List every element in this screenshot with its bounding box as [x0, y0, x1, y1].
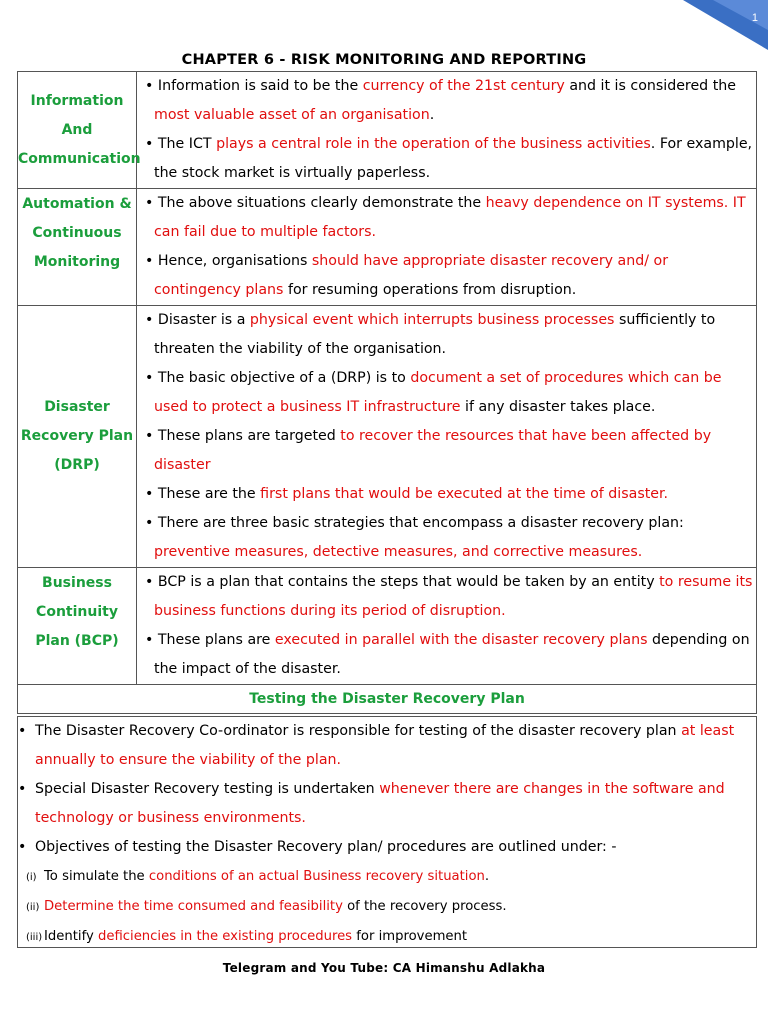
highlight-text: conditions of an actual Business recovery situation — [148, 869, 485, 884]
objectives-list — [18, 862, 756, 952]
highlight-text: first plans that would be executed at the time of disaster. — [260, 486, 669, 502]
bullet-item: • These are the first plans that would be executed at the time of disaster. — [145, 486, 669, 502]
row-label: Automation & Continuous Monitoring — [18, 189, 137, 306]
objective-item — [18, 892, 756, 922]
footer-credit: Telegram and You Tube: CA Himanshu Adlakha — [222, 961, 546, 975]
text-run: The ICT — [157, 136, 217, 152]
highlight-text: document a set of procedures which can be used to protect a business IT infrastructure — [154, 370, 722, 415]
testing-heading: Testing the Disaster Recovery Plan — [18, 685, 757, 714]
text-run: . For example, the stock market is virtually paperless. — [154, 136, 753, 181]
table-row — [18, 568, 757, 685]
corner-decoration — [673, 0, 768, 50]
highlight-text: physical event which interrupts business processes — [249, 312, 615, 328]
highlight-text: deficiencies in the existing procedures — [97, 929, 353, 944]
bullet-item: • These plans are executed in parallel with the disaster recovery plans depending on the impact of the disaster. — [145, 632, 750, 677]
testing-section — [17, 716, 757, 948]
bullet-item: • Information is said to be the currency of the 21st century and it is considered the most valuable asset of an organisation. — [145, 78, 736, 123]
bullet-item: • The ICT plays a central role in the operation of the business activities. For example, the stock market is virtually paperless. — [145, 136, 753, 181]
bullet-icon: • — [18, 839, 27, 855]
bullet-item: • Hence, organisations should have appropriate disaster recovery and/ or contingency plans for resuming operations from disruption. — [145, 253, 669, 298]
highlight-text: preventive measures, detective measures, and corrective measures. — [154, 544, 643, 560]
text-run: of the recovery process. — [342, 899, 507, 914]
text-run: depending on the impact of the disaster. — [154, 632, 750, 677]
text-run: BCP is a plan that contains the steps that would be taken by an entity — [157, 574, 660, 590]
row-content — [137, 306, 757, 568]
bullet-item — [18, 775, 756, 833]
objective-number: (ii) — [26, 902, 40, 913]
objective-number: (iii) — [26, 932, 43, 943]
objective-item — [18, 862, 756, 892]
highlight-text: executed in parallel with the disaster recovery plans — [274, 632, 648, 648]
highlight-text: heavy dependence on IT systems. IT can fail due to multiple factors. — [154, 195, 746, 240]
row-label: Information And Communication — [18, 72, 137, 189]
bullet-item: • These plans are targeted to recover the resources that have been affected by disaster — [145, 428, 712, 473]
text-run: if any disaster takes place. — [460, 399, 656, 415]
highlight-text: at least annually to ensure the viability of the plan. — [35, 723, 735, 768]
text-run: Hence, organisations — [157, 253, 312, 269]
highlight-text: plays a central role in the operation of the business activities — [216, 136, 651, 152]
text-run: These plans are — [157, 632, 275, 648]
table-row — [18, 189, 757, 306]
objective-item — [18, 922, 756, 952]
testing-bullets — [18, 717, 756, 862]
table-row — [18, 685, 757, 714]
bullet-item: • The basic objective of a (DRP) is to document a set of procedures which can be used to protect a business IT infrastructure if any disaster takes place. — [145, 370, 722, 415]
text-run: The basic objective of a (DRP) is to — [157, 370, 411, 386]
text-run: Special Disaster Recovery testing is undertaken — [35, 781, 380, 797]
text-run: There are three basic strategies that encompass a disaster recovery plan: — [157, 515, 684, 531]
text-run: Identify — [44, 929, 98, 944]
row-content — [137, 72, 757, 189]
row-content — [137, 189, 757, 306]
text-run: for improvement — [352, 929, 468, 944]
bullet-item: • Disaster is a physical event which interrupts business processes sufficiently to threaten the viability of the organisation. — [145, 312, 716, 357]
table-row — [18, 72, 757, 189]
text-run: . — [484, 869, 490, 884]
highlight-text: whenever there are changes in the software and technology or business environments. — [35, 781, 725, 826]
text-run: Disaster is a — [157, 312, 250, 328]
text-run: These are the — [157, 486, 261, 502]
highlight-text: to recover the resources that have been affected by disaster — [154, 428, 712, 473]
text-run: for resuming operations from disruption. — [283, 282, 577, 298]
text-run: and it is considered the — [564, 78, 736, 94]
text-run: To simulate the — [44, 869, 149, 884]
bullet-item: • There are three basic strategies that encompass a disaster recovery plan: preventive measures, detective measures, and corrective measures. — [145, 515, 684, 560]
page-title: CHAPTER 6 - RISK MONITORING AND REPORTING — [181, 52, 587, 68]
text-run: . — [429, 107, 435, 123]
text-run: Information is said to be the — [157, 78, 363, 94]
highlight-text: currency of the 21st century — [362, 78, 565, 94]
row-content — [137, 568, 757, 685]
bullet-icon: • — [18, 781, 27, 797]
highlight-text: Determine the time consumed and feasibility — [44, 899, 343, 914]
text-run: The Disaster Recovery Co-ordinator is responsible for testing of the disaster recovery plan — [35, 723, 682, 739]
text-run: Objectives of testing the Disaster Recovery plan/ procedures are outlined under: - — [35, 839, 617, 855]
table-row — [18, 306, 757, 568]
bullet-item: • BCP is a plan that contains the steps that would be taken by an entity to resume its business functions during its period of disruption. — [145, 574, 753, 619]
objective-number: (i) — [26, 872, 37, 883]
text-run: The above situations clearly demonstrate the — [157, 195, 486, 211]
bullet-icon: • — [18, 723, 27, 739]
highlight-text: to resume its business functions during its period of disruption. — [154, 574, 753, 619]
row-label: Business Continuity Plan (BCP) — [18, 568, 137, 685]
highlight-text: should have appropriate disaster recovery and/ or contingency plans — [154, 253, 669, 298]
highlight-text: most valuable asset of an organisation — [154, 107, 430, 123]
text-run: These plans are targeted — [157, 428, 341, 444]
text-run: sufficiently to threaten the viability of the organisation. — [154, 312, 716, 357]
bullet-item — [18, 717, 756, 775]
topics-table — [17, 71, 757, 714]
row-label: Disaster Recovery Plan (DRP) — [18, 306, 137, 568]
page-number: 1 — [751, 12, 758, 24]
bullet-item: • The above situations clearly demonstrate the heavy dependence on IT systems. IT can fail due to multiple factors. — [145, 195, 746, 240]
bullet-item — [18, 833, 756, 862]
